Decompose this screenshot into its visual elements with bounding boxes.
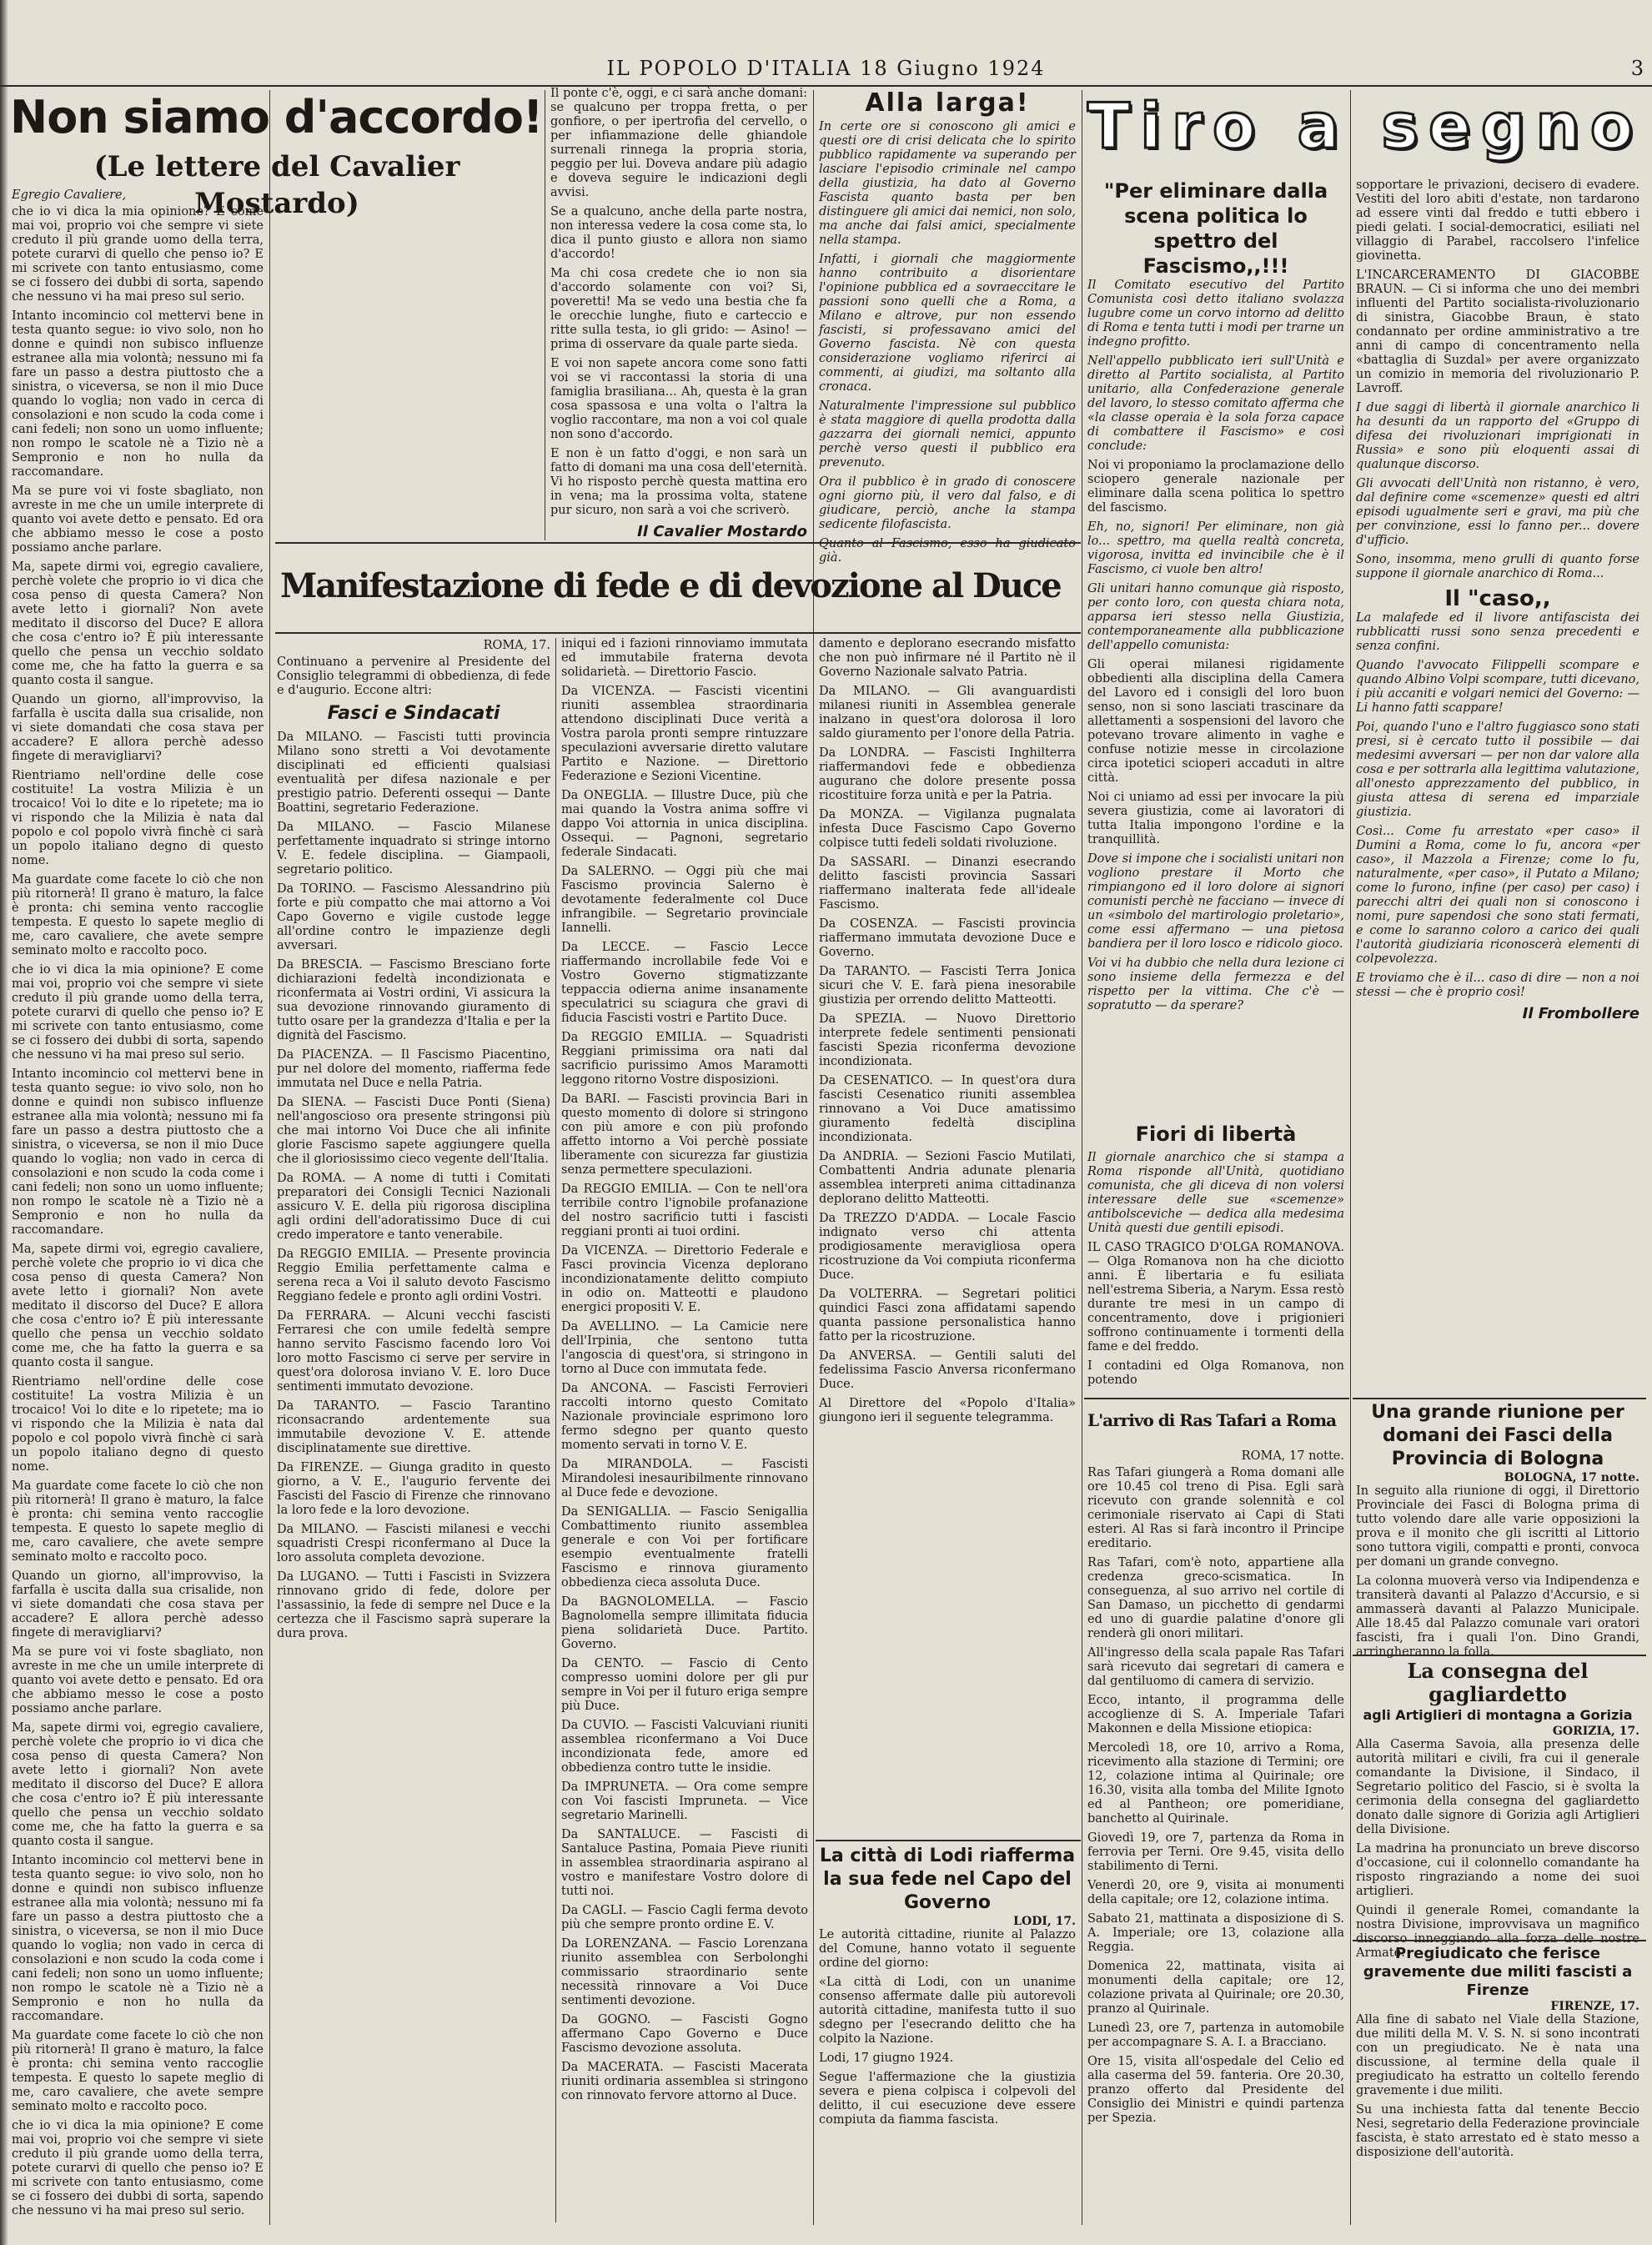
paragraph: La malafede ed il livore antifascista dei rubblicatti russi sono senza precedenti e senza confini. xyxy=(1356,611,1639,653)
paragraph: Gli avvocati dell'Unità non ristanno, è vero, dal definire come «scemenze» questi ed altri episodi ugualmente seri e gravi, ma più che per convinzione, essi lo fanno per... dovere d'ufficio. xyxy=(1356,477,1639,547)
paragraph: IL CASO TRAGICO D'OLGA ROMANOVA. — Olga Romanova non ha che diciotto anni. È libertaria e fu esiliata nell'estrema Siberia, a Narym. Essa restò durante tre mesi in un campo di concentramento, dove i prigionieri soffrono continuamente i tormenti della fame e del freddo. xyxy=(1087,1241,1344,1354)
headline: Una grande riunione per domani dei Fasci della Provincia di Bologna xyxy=(1371,1402,1624,1469)
paragraph: Voi vi ha dubbio che nella dura lezione ci sono insieme della fermezza e del rispetto per la vittima. Che c'è — sopratutto — da sperare? xyxy=(1087,957,1344,1012)
dateline: ROMA, 17. xyxy=(483,639,550,652)
telegram: Da LORENZANA. — Fascio Lorenzana riunito assemblea con Serbolonghi commissario straordinario sente necessità rinnovare a Voi Duce sentimenti devozione. xyxy=(561,1937,808,2007)
paragraph: Ma, sapete dirmi voi, egregio cavaliere, perchè volete che proprio io vi dica che cosa penso di questa Camera? Non avete letto i giornali? Non avete meditato il discorso del Duce? E allora che cosa c'entro io? È più interessante quello che pensa un vecchio soldato come me, che ha fatto la guerra e sa quanto costa il sangue. xyxy=(12,1721,264,1848)
subheadline: agli Artiglieri di montagna a Gorizia xyxy=(1363,1707,1633,1723)
left-article-header xyxy=(10,87,544,220)
paragraph: I due saggi di libertà il giornale anarchico li ha desunti da un rapporto del «Gruppo di difesa dei rivoluzionari imprigionati in Russia» e sono più eloquenti assai di qualunque discorso. xyxy=(1356,401,1639,471)
divider xyxy=(816,1840,1081,1841)
paragraph: Rientriamo nell'ordine delle cose costituite! La vostra Milizia è un trocaico! Voi lo dite e lo ripetete; ma io vi rispondo che la Milizia è nata dal popolo e col popolo vivrà finchè ci sarà un popolo italiano degno di questo nome. xyxy=(12,1375,264,1474)
telegram: Da MACERATA. — Fascisti Macerata riuniti ordinaria assemblea si stringono con rinnovato fervore attorno al Duce. xyxy=(561,2061,808,2102)
ras-tafari-body xyxy=(1087,1448,1344,2223)
scan-left-edge xyxy=(0,0,8,2245)
headline: Manifestazione di fede e di devozione al Duce xyxy=(280,566,1061,605)
paragraph: Sono, insomma, meno grulli di quanto forse suppone il giornale anarchico di Roma... xyxy=(1356,553,1639,580)
telegram: Da BRESCIA. — Fascismo Bresciano forte dichiarazioni fedeltà incondizionata e riconfermata ai Vostri ordini, Vi assicura la sua devozione rinnovando giuramento di tutto osare per la grandezza d'Italia e per la dignità del Fascismo. xyxy=(277,958,550,1042)
paragraph: Continuano a pervenire al Presidente del Consiglio telegrammi di obbedienza, di fede e d'augurio. Eccone altri: xyxy=(277,655,550,697)
telegram: Da SASSARI. — Dinanzi esecrando delitto fascisti provincia Sassari riaffermano inalterata fede all'ideale Fascismo. xyxy=(819,856,1076,912)
paragraph: Domenica 22, mattinata, visita ai monumenti della capitale; ore 12, colazione privata al Quirinale; ore 20.30, pranzo al Quirinale. xyxy=(1087,1960,1344,2016)
paragraph: Intanto incomincio col mettervi bene in testa quanto segue: io vivo solo, non ho donne e quindi non subisco influenze estranee alla mia volontà; nessuno mi fa fare un passo a destra piuttosto che a sinistra, o viceversa, se non il mio Duce quando lo voglia; non vado in cerca di consolazioni e non scudo la coda come i cani fedeli; non sono un uomo influente; non rompo le scatole nè a Tizio nè a Sempronio e non ho nulla da raccomandare. xyxy=(12,1067,264,1237)
paragraph: Ma se pure voi vi foste sbagliato, non avreste in me che un umile interprete di quanto voi avete detto e pensato. Ed ora che abbiamo messo le cose a posto possiamo anche parlare. xyxy=(12,485,264,555)
paragraph: E troviamo che è il... caso di dire — non a noi stessi — che è proprio così! xyxy=(1356,972,1639,999)
paragraph: Ma, sapete dirmi voi, egregio cavaliere, perchè volete che proprio io vi dica che cosa penso di questa Camera? Non avete letto i giornali? Non avete meditato il discorso del Duce? E allora che cosa c'entro io? È più interessante quello che pensa un vecchio soldato come me, che ha fatto la guerra e sa quanto costa il sangue. xyxy=(12,560,264,687)
paragraph: All'ingresso della scala papale Ras Tafari sarà ricevuto dai segretari di camera e dal gentiluomo di camera di servizio. xyxy=(1087,1646,1344,1688)
gagliardetto-article xyxy=(1356,1659,1639,1960)
telegram: Da ROMA. — A nome di tutti i Comitati preparatori dei Consigli Tecnici Nazionali assicuro V. E. della più rigorosa disciplina agli ordini dell'adoratissimo Duce di cui credo imperatore e tanto venerabile. xyxy=(277,1172,550,1242)
paragraph: Nell'appello pubblicato ieri sull'Unità e diretto al Partito socialista, al Partito unitario, alla Confederazione generale del lavoro, lo stesso comitato afferma che «la classe operaia è la sola forza capace di combattere il Fascismo» e così conclude: xyxy=(1087,354,1344,453)
paragraph: Ma se pure voi vi foste sbagliato, non avreste in me che un umile interprete di quanto voi avete detto e pensato. Ed ora che abbiamo messo le cose a posto possiamo anche parlare. xyxy=(12,1645,264,1715)
subheadline: "Per eliminare dalla scena politica lo spettro del Fascismo,,!!! xyxy=(1103,179,1328,278)
paragraph: Ma chi cosa credete che io non sia d'accordo solamente con voi? Si, poveretti! Ma se vedo una bestia che fa le orecchie lunghe, fiuto e carteccio e ritte sulla testa, io gli grido: — Asino! — prima di osservare da quale parte sieda. xyxy=(550,267,807,351)
paragraph: Eh, no, signori! Per eliminare, non già lo... spettro, ma quella realtà concreta, vigorosa, invitta ed invincibile che è il Fascismo, ci vuole ben altro! xyxy=(1087,520,1344,576)
manifestazione-header xyxy=(280,550,1077,630)
paragraph: Giovedì 19, ore 7, partenza da Roma in ferrovia per Terni. Ore 9.45, visita dello stabilimento di Terni. xyxy=(1087,1831,1344,1873)
dateline: FIRENZE, 17. xyxy=(1550,2000,1639,2013)
paragraph: Ecco, intanto, il programma delle accoglienze di S. A. Imperiale Tafari Makonnen e della Missione etiopica: xyxy=(1087,1694,1344,1735)
paragraph: Poi, quando l'uno e l'altro fuggiasco sono stati presi, si è cercato tutto il possibile — dai medesimi avversari — per non dar valore alla cosa e per sottrarla alla legittima valutazione, all'onesto apprezzamento del pubblico, in giusta attesa di serena ed imparziale giustizia. xyxy=(1356,721,1639,819)
ras-tafari-header xyxy=(1087,1401,1348,1448)
telegram: Da SALERNO. — Oggi più che mai Fascismo provincia Salerno è devotamente federalmente col Duce infrangibile. — Segretario provinciale Iannelli. xyxy=(561,865,808,935)
headline: Pregiudicato che ferisce gravemente due militi fascisti a Firenze xyxy=(1363,1945,1633,1999)
paragraph: Intanto incomincio col mettervi bene in testa quanto segue: io vivo solo, non ho donne e quindi non subisco influenze estranee alla mia volontà; nessuno mi fa fare un passo a destra piuttosto che a sinistra, o viceversa, se non il mio Duce quando lo voglia; non vado in cerca di consolazioni e non scudo la coda come i cani fedeli; non sono un uomo influente; non rompo le scatole nè a Tizio nè a Sempronio e non ho nulla da raccomandare. xyxy=(12,309,264,479)
telegram: Da CUVIO. — Fascisti Valcuviani riuniti assemblea riconfermano a Voi Duce incondizionata fede, amore ed obbedienza contro tutte le insidie. xyxy=(561,1719,808,1775)
paragraph: Mercoledì 18, ore 10, arrivo a Roma, ricevimento alla stazione di Termini; ore 12, colazione intima al Quirinale; ore 16.30, visita alla tomba del Milite Ignoto ed al Pantheon; ore pomeridiane, banchetto al Quirinale. xyxy=(1087,1741,1344,1826)
paragraph: Se a qualcuno, anche della parte nostra, non interessa vedere la cosa come sta, lo dica il punto giusto e allora non siamo d'accordo! xyxy=(550,205,807,261)
paragraph: Quindi il generale Romei, comandante la nostra Divisione, improvvisava un magnifico discorso inneggiando alla forza delle nostre Armate. xyxy=(1356,1904,1639,1960)
paragraph: Dove si impone che i socialisti unitari non vogliono prestare il Morto che rimpiangono ed il loro dolore ai signori comunisti perchè ne facciano — invece di un «simbolo del martirologio proletario», come essi affermano — una pietosa bandiera per il loro losco e ridicolo gioco. xyxy=(1087,852,1344,951)
center-top-article xyxy=(550,87,807,540)
signature: Il Frombollere xyxy=(1522,1005,1639,1022)
paragraph: Quando un giorno, all'improvviso, la farfalla è uscita dalla sua crisalide, non vi siete domandati che cosa stava per accadere? E allora perchè adesso fingete di meravigliarvi? xyxy=(12,1569,264,1640)
telegram: Da IMPRUNETA. — Ora come sempre con Voi fascisti Impruneta. — Vice segretario Marinelli. xyxy=(561,1780,808,1822)
alla-larga-article xyxy=(819,87,1076,565)
telegram: Da FIRENZE. — Giunga gradito in questo giorno, a V. E., l'augurio fervente dei Fascisti del Fascio di Firenze che rinnovano la loro fede e la loro devozione. xyxy=(277,1461,550,1517)
telegram: Da CAGLI. — Fascio Cagli ferma devoto più che sempre pronto ordine E. V. xyxy=(561,1904,808,1931)
telegram: Da ANDRIA. — Sezioni Fascio Mutilati, Combattenti Andria adunate plenaria assemblea interpreti anima cittadinanza deplorano delitto Matteotti. xyxy=(819,1150,1076,1206)
divider xyxy=(1084,1398,1349,1399)
paragraph: Quando un giorno, all'improvviso, la farfalla è uscita dalla sua crisalide, non vi siete domandati che cosa stava per accadere? E allora perchè adesso fingete di meravigliarvi? xyxy=(12,693,264,763)
paragraph: Lunedì 23, ore 7, partenza in automobile per accompagnare S. A. I. a Bracciano. xyxy=(1087,2022,1344,2049)
telegram: Da SANTALUCE. — Fascisti di Santaluce Pastina, Pomaia Pieve riuniti in assemblea straordinaria aspirano al vostro e manifestare Vostro dolore di tutti noi. xyxy=(561,1828,808,1898)
salutation: Egregio Cavaliere, xyxy=(12,188,127,202)
paragraph: Venerdì 20, ore 9, visita ai monumenti della capitale; ore 12, colazione intima. xyxy=(1087,1879,1344,1906)
telegram: iniqui ed i fazioni rinnoviamo immutata ed immutabile fraterna devota solidarietà. — Direttorio Fascio. xyxy=(561,637,808,679)
headline: Tiro a segno xyxy=(1087,89,1644,163)
column-rule xyxy=(813,90,814,2225)
telegram: Da LONDRA. — Fascisti Inghilterra riaffermandovi fede e obbedienza augurano che dolore presente possa ricostituire forza unità e per la Patria. xyxy=(819,746,1076,802)
headline: L'arrivo di Ras Tafari a Roma xyxy=(1087,1410,1337,1430)
headline: La città di Lodi riafferma la sua fede nel Capo del Governo xyxy=(819,1846,1076,1913)
divider xyxy=(1353,1655,1646,1656)
column-rule xyxy=(269,90,270,2225)
telegram: Da COSENZA. — Fascisti provincia riaffermano immutata devozione Duce e Governo. xyxy=(819,917,1076,959)
telegram: Da LUGANO. — Tutti i Fascisti in Svizzera rinnovano grido di fede, dolore per l'assassinio, la fede di sempre nel Duce e la certezza che il Fascismo saprà superare la dura prova. xyxy=(277,1570,550,1640)
paragraph: Infatti, i giornali che maggiormente hanno contribuito a disorientare l'opinione pubblica ed a sovraeccitare le passioni sono quelli che a Roma, a Milano e altrove, pur non essendo fascisti, si professavano amici del Governo fascista. Nè con questa considerazione vogliamo riferirci ai commenti, ai giudizi, ma soltanto alla cronaca. xyxy=(819,253,1076,394)
dateline: ROMA, 17 notte. xyxy=(1241,1449,1344,1463)
telegram: Da LECCE. — Fascio Lecce riaffermando incrollabile fede Voi e Vostro Governo stigmatizzante teppaccia odierna anime insanamente speculatrici su sciagura che gravi di fiducia Fascisti vostri e Partito Duce. xyxy=(561,941,808,1025)
paragraph: che io vi dica la mia opinione? E come mai voi, proprio voi che sempre vi siete creduto il più grande uomo della terra, potete curarvi di quello che penso io? E mi scrivete con tanto entusiasmo, come se ci fossero dei dubbi di sorta, sapendo che nessuno vi ha mai preso sul serio. xyxy=(12,205,264,304)
telegram: Da BAGNOLOMELLA. — Fascio Bagnolomella sempre illimitata fiducia piena solidarietà Duce. Partito. Governo. xyxy=(561,1595,808,1651)
dateline: LODI, 17. xyxy=(1013,1915,1076,1928)
paragraph: Quanto al Fascismo, esso ha giudicato già. xyxy=(819,537,1076,565)
paragraph: Le autorità cittadine, riunite al Palazzo del Comune, hanno votato il seguente ordine del giorno: xyxy=(819,1928,1076,1970)
telegram: Da MILANO. — Fascio Milanese perfettamente inquadrato si stringe intorno V. E. fedele disciplina. — Giampaoli, segretario politico. xyxy=(277,821,550,876)
paragraph: Così... Come fu arrestato «per caso» il Dumini a Roma, come lo fu, ancora «per caso», il Mazzola a Firenze; come lo fu, naturalmente, «per caso», il Putato a Milano; come lo furono, infine (per caso) per caso) i parecchi altri dei quali non si conoscono i nomi, pure sapendosi che sono stati fermati, e come lo saranno coloro a carico dei quali l'autorità giudiziaria riconoscerà elementi di colpevolezza. xyxy=(1356,825,1639,966)
telegram: Da SPEZIA. — Nuovo Direttorio interprete fedele sentimenti pensionati fascisti Spezia riconferma devozione incondizionata. xyxy=(819,1012,1076,1068)
manifestazione-col1 xyxy=(277,637,550,2222)
telegram: Da MIRANDOLA. — Fascisti Mirandolesi inesauribilmente rinnovano al Duce fede e devozione. xyxy=(561,1458,808,1499)
dateline: GORIZIA, 17. xyxy=(1552,1725,1639,1738)
telegram: Da TORINO. — Fascismo Alessandrino più forte e più compatto che mai attorno a Voi Capo Governo e vigile custode legge all'ordine contro le impazienze degli avversari. xyxy=(277,882,550,952)
telegram: Da TARANTO. — Fascio Tarantino riconsacrando ardentemente sua immutabile devozione V. E. attende disciplinatamente sue direttive. xyxy=(277,1399,550,1455)
tiro-a-segno-body xyxy=(1087,178,1344,1112)
telegram: Da VICENZA. — Direttorio Federale e Fasci provincia Vicenza deplorano incondizionatamente delitto compiuto in odio on. Matteotti e plaudono energici propositi V. E. xyxy=(561,1244,808,1314)
paragraph: Il ponte c'è, oggi, e ci sarà anche domani: se qualcuno per troppa fretta, o per gonfiore, o per ipertrofia del cervello, o per infiammazione delle ghiandole surrenali rinnega la propria storia, peggio per lui. Doveva andare più adagio e doveva seguire le indicazioni degli avvisi. xyxy=(550,87,807,199)
telegram: Da MILANO. — Fascisti tutti provincia Milano sono stretti a Voi devotamente disciplinati ed efficienti qualsiasi eventualità per difesa nazionale e per prestigio patrio. Deferenti ossequi — Dante Boattini, segretario Federazione. xyxy=(277,731,550,815)
paragraph: «La città di Lodi, con un unanime consenso affermate dalle più autorevoli autorità cittadine, manifesta tutto il suo sdegno per l'esecrando delitto che ha colpito la Nazione. xyxy=(819,1976,1076,2046)
paragraph: Gli unitari hanno comunque già risposto, per conto loro, con questa chiara nota, apparsa ieri stesso nella Giustizia, contemporaneamente alla pubblicazione dell'appello comunista: xyxy=(1087,582,1344,652)
headline: Non siamo d'accordo! xyxy=(10,91,543,143)
paragraph: sopportare le privazioni, decisero di evadere. Vestiti del loro abiti d'estate, non tardarono ad essere vinti dal freddo e tutti ebbero i piedi gelati. I social-democratici, esiliati nel villaggio di Parabel, raccolsero l'infelice giovinetta. xyxy=(1356,178,1639,263)
telegram: Da ANCONA. — Fascisti Ferrovieri raccolti intorno questo Comitato Nazionale provinciale esprimono loro fermo sdegno per quanto questo momento servati in torno V. E. xyxy=(561,1382,808,1452)
telegram: Da VICENZA. — Fascisti vicentini riuniti assemblea straordinaria attendono disciplinati Duce verità a Vostra parola pronti sempre rintuzzare speculazioni avversarie diretto valutare Partito e Nazione. — Direttorio Federazione e Sezioni Vicentine. xyxy=(561,685,808,783)
telegram: Da FERRARA. — Alcuni vecchi fascisti Ferraresi che con umile fedeltà sempre hanno servito Fascismo facendo loro Voi loro motto Fascismo ci serve per servire in quest'ora dolorosa inviano V. E. loro Duce sentimenti immutato devozione. xyxy=(277,1309,550,1394)
paragraph: Ras Tafari, com'è noto, appartiene alla credenza greco-scismatica. In conseguenza, al suo arrivo nel cortile di San Damaso, un picchetto di gendarmi ed uno di guardie palatine d'onore gli renderà gli onori militari. xyxy=(1087,1556,1344,1640)
masthead-title: IL POPOLO D'ITALIA 18 Giugno 1924 xyxy=(606,57,1046,80)
telegram: Da CENTO. — Fascio di Cento compresso uomini dolore per gli pur sempre in Voi per il futuro eriga sempre più Duce. xyxy=(561,1657,808,1713)
paragraph: E non è un fatto d'oggi, e non sarà un fatto di domani ma una cosa dell'eternità. Vi ho risposto perchè questa mattina ero in vena; ma la prossima volta, statene pur sicuro, non sarà a voi che scriverò. xyxy=(550,447,807,517)
divider xyxy=(1353,1398,1646,1399)
paragraph: Ma guardate come facete lo ciò che non più ritornerà! Il grano è maturo, la falce è pronta: chi semina vento raccoglie tempesta. E questo lo sapete meglio di me, caro cavaliere, che avete sempre seminato molto e raccolto poco. xyxy=(12,2029,264,2113)
telegram: Da REGGIO EMILIA. — Con te nell'ora terribile contro l'ignobile profanazione del nostro sacrificio tutti i fascisti reggiani pronti ai tuoi ordini. xyxy=(561,1183,808,1238)
telegram: damento e deplorano esecrando misfatto che non può infirmare né il Partito nè il Governo Nazionale salvato Patria. xyxy=(819,637,1076,679)
paragraph: I contadini ed Olga Romanova, non potendo xyxy=(1087,1359,1344,1387)
divider xyxy=(275,632,1081,634)
telegram: Da CESENATICO. — In quest'ora dura fascisti Cesenatico riuniti assemblea rinnovano a Voi Duce amatissimo giuramento fedeltà disciplina incondizionata. xyxy=(819,1074,1076,1144)
paragraph: Il giornale anarchico che si stampa a Roma risponde all'Unità, quotidiano comunista, che gli diceva di non volersi interessare delle sue «scemenze» antibolsceviche — dedica alla medesima Unità questi due gentili episodi. xyxy=(1087,1151,1344,1235)
caso-headline: Il "caso,, xyxy=(1444,586,1551,611)
paragraph: Naturalmente l'impressione sul pubblico è stata maggiore di quella prodotta dalla gazzarra dei giornali nemici, appunto perchè verso questi il pubblico era prevenuto. xyxy=(819,399,1076,470)
divider xyxy=(275,542,1081,544)
left-article-body xyxy=(12,183,264,2218)
telegram: Da SIENA. — Fascisti Duce Ponti (Siena) nell'angoscioso ora presente stringonsi più che mai intorno Voi Duce che ali infinite glorie Fascismo sapete aggiungere quella che il gloriosissimo cieco vegente dell'Italia. xyxy=(277,1096,550,1166)
paragraph: L'INCARCERAMENTO DI GIACOBBE BRAUN. — Ci si informa che uno dei membri influenti del Partito socialista-rivoluzionario di sinistra, Giacobbe Braun, è stato condannato per ordine amministrativo a tre anni di campo di concentramento nella «battaglia di Suzdal» per avere organizzato un comizio in memoria del rivoluzionario P. Lavroff. xyxy=(1356,269,1639,395)
paragraph: Ore 15, visita all'ospedale del Celio ed alla caserma del 59. fanteria. Ore 20.30, pranzo offerto dal Presidente del Consiglio dei Ministri e quindi partenza per Spezia. xyxy=(1087,2055,1344,2125)
paragraph: In seguito alla riunione di oggi, il Direttorio Provinciale dei Fasci di Bologna prima di tutto volendo dare alle varie opposizioni la prova e il monito che gli iscritti al Littorio sono tuttora vigili, compatti e pronti, convoca per domani un grande convegno. xyxy=(1356,1484,1639,1569)
telegram: Da REGGIO EMILIA. — Squadristi Reggiani primissima ora nati dal sacrificio purissimo Amos Maramotti leggono ritorno Vostre disposizioni. xyxy=(561,1031,808,1087)
paragraph: In certe ore si conoscono gli amici e questi ore di crisi delicata che lo spirito pubblico rapidamente va superando per lasciare l'episodio criminale nel campo della giustizia, ha dato al Governo Fascista quanto basta per ben distinguere gli amici dai nemici, non solo, ma anche dai falsi amici, specialmente nella stampa. xyxy=(819,120,1076,247)
telegram: Da MILANO. — Fascisti milanesi e vecchi squadristi Crespi riconfermano al Duce la loro assoluta completa devozione. xyxy=(277,1523,550,1564)
paragraph: E voi non sapete ancora come sono fatti voi se vi raccontassi la storia di una famiglia brasiliana... Ah, questa è la gran cosa spassosa e una volta o l'altra la voglio raccontare, ma non a voi col quale non sono d'accordo. xyxy=(550,357,807,441)
section-headline: Fasci e Sindacati xyxy=(327,703,500,724)
paragraph: Sabato 21, mattinata a disposizione di S. A. Imperiale; ore 13, colazione alla Reggia. xyxy=(1087,1912,1344,1954)
paragraph: La madrina ha pronunciato un breve discorso d'occasione, cui il colonnello comandante ha risposto ringraziando a nome dei suoi artiglieri. xyxy=(1356,1842,1639,1898)
paragraph: che io vi dica la mia opinione? E come mai voi, proprio voi che sempre vi siete creduto il più grande uomo della terra, potete curarvi di quello che penso io? E mi scrivete con tanto entusiasmo, come se ci fossero dei dubbi di sorta, sapendo che nessuno vi ha mai preso sul serio. xyxy=(12,2119,264,2217)
paragraph: Alla Caserma Savoia, alla presenza delle autorità militari e civili, fra cui il generale comandante la Divisione, il Sindaco, il Segretario politico del Fascio, si è svolta la cerimonia della consegna del gagliardetto donato dalle signore di Gorizia agli Artiglieri della Divisione. xyxy=(1356,1738,1639,1836)
headline: La consegna del gagliardetto xyxy=(1407,1659,1589,1706)
tiro-a-segno-header xyxy=(1087,80,1646,178)
paragraph: Alla fine di sabato nel Viale della Stazione, due militi della M. V. S. N. si sono incontrati con un pregiudicato. Ne è nata una discussione, al termine della quale il pregiudicato ha estratto un coltello ferendo gravemente i due militi. xyxy=(1356,2013,1639,2097)
column-rule xyxy=(555,638,556,2222)
telegram: Da TARANTO. — Fascisti Terra Jonica sicuri che V. E. farà piena inesorabile giustizia per orrendo delitto Matteotti. xyxy=(819,965,1076,1007)
telegram: Da VOLTERRA. — Segretari politici quindici Fasci zona affidatami sapendo quanta passione personalistica hanno fatto per la ricostruzione. xyxy=(819,1288,1076,1343)
paragraph: Il Comitato esecutivo del Partito Comunista così detto italiano svolazza lugubre come un corvo intorno ad delitto di Roma e tenta tutti i modi per trarne un indegno profitto. xyxy=(1087,279,1344,349)
telegram: Da MONZA. — Vigilanza pugnalata infesta Duce Fascismo Capo Governo colpisce tutti fedeli soldati rivoluzione. xyxy=(819,808,1076,850)
telegram: Da BARI. — Fascisti provincia Bari in questo momento di dolore si stringono con più amore e con più profondo affetto intorno a Voi perchè possiate liberamente con sicurezza far giustizia senza permettere speculazioni. xyxy=(561,1092,808,1177)
divider xyxy=(1353,1940,1646,1941)
paragraph: Noi vi proponiamo la proclamazione dello sciopero generale nazionale per eliminare dalla scena politica lo spettro del fascismo. xyxy=(1087,459,1344,515)
telegram: Da REGGIO EMILIA. — Presente provincia Reggio Emilia perfettamente calma e serena reca a Voi il saluto devoto Fascismo Reggiano fedele e pronto agli ordini Vostri. xyxy=(277,1248,550,1303)
headline: Alla larga! xyxy=(865,88,1030,118)
manifestazione-col2 xyxy=(561,637,808,2222)
paragraph: Ras Tafari giungerà a Roma domani alle ore 10.45 col treno di Pisa. Egli sarà ricevuto con grande solennità e col cerimoniale riservato ai Capi di Stati esteri. Al Ras si farà incontro il Principe ereditario. xyxy=(1087,1466,1344,1550)
telegram: Da MILANO. — Gli avanguardisti milanesi riuniti in Assemblea generale inalzano in quest'ora dolorosa il loro saldo giuramento per l'onore della Patria. xyxy=(819,685,1076,741)
signature: Il Cavalier Mostardo xyxy=(637,523,807,540)
paragraph: Ma guardate come facete lo ciò che non più ritornerà! Il grano è maturo, la falce è pronta: chi semina vento raccoglie tempesta. E questo lo sapete meglio di me, caro cavaliere, che avete sempre seminato molto e raccolto poco. xyxy=(12,1479,264,1564)
firenze-article xyxy=(1356,1945,1639,2220)
paragraph: Ma guardate come facete lo ciò che non più ritornerà! Il grano è maturo, la falce è pronta: chi semina vento raccoglie tempesta. E questo lo sapete meglio di me, caro cavaliere, che avete sempre seminato molto e raccolto poco. xyxy=(12,873,264,957)
telegram: Da ONEGLIA. — Illustre Duce, più che mai quando la Vostra anima soffre vi dappo Voi attornia in unica disciplina. Ossequi. — Pagnoni, segretario federale Sindacati. xyxy=(561,789,808,859)
fiori-article xyxy=(1087,1117,1344,1393)
telegram: Al Direttore del «Popolo d'Italia» giungono ieri il seguente telegramma. xyxy=(819,1397,1076,1424)
paragraph: Gli operai milanesi rigidamente obbedienti alla disciplina della Camera del Lavoro ed i consigli del loro buon senso, non si sono lasciati trascinare da allettamenti a sospensioni del lavoro che potevano trovare alimento in vaghe e confuse notizie messe in circolazione circa ipotetici scioperi accaduti in altre città. xyxy=(1087,658,1344,785)
paragraph: Rientriamo nell'ordine delle cose costituite! La vostra Milizia è un trocaico! Voi lo dite e lo ripetete; ma io vi rispondo che la Milizia è nata dal popolo e col popolo vivrà finchè ci sarà un popolo italiano degno di questo nome. xyxy=(12,769,264,867)
right-column-article xyxy=(1356,178,1639,1388)
column-rule xyxy=(1350,90,1351,2225)
telegram: Da AVELLINO. — La Camicie nere dell'Irpinia, che sentono tutta l'angoscia di quest'ora, si stringono in torno al Duce con immutata fede. xyxy=(561,1320,808,1376)
paragraph: Intanto incomincio col mettervi bene in testa quanto segue: io vivo solo, non ho donne e quindi non subisco influenze estranee alla mia volontà; nessuno mi fa fare un passo a destra piuttosto che a sinistra, o viceversa, se non il mio Duce quando lo voglia; non vado in cerca di consolazioni e non scudo la coda come i cani fedeli; non sono un uomo influente; non rompo le scatole nè a Tizio nè a Sempronio e non ho nulla da raccomandare. xyxy=(12,1854,264,2023)
telegram: Da TREZZO D'ADDA. — Locale Fascio indignato verso chi attenta prodigiosamente meravigliosa opera ricostruzione da Voi compiuta riconferma Duce. xyxy=(819,1212,1076,1282)
bologna-article xyxy=(1356,1401,1639,1659)
manifestazione-col3 xyxy=(819,637,1076,1838)
headline: Fiori di libertà xyxy=(1135,1122,1297,1146)
telegram: Da ANVERSA. — Gentili saluti del fedelissima Fascio Anversa riconfermano Duce. xyxy=(819,1349,1076,1391)
paragraph: La colonna muoverà verso via Indipendenza e transiterà davanti al Palazzo d'Accursio, e si ammasserà davanti al Palazzo Municipale. Alle 18.45 dal Palazzo comunale vari oratori fascisti, fra i quali l'on. Dino Grandi, arringheranno la folla. xyxy=(1356,1575,1639,1659)
paragraph: Lodi, 17 giugno 1924. xyxy=(819,2052,954,2065)
paragraph: Ma, sapete dirmi voi, egregio cavaliere, perchè volete che proprio io vi dica che cosa penso di questa Camera? Non avete letto i giornali? Non avete meditato il discorso del Duce? E allora che cosa c'entro io? È più interessante quello che pensa un vecchio soldato come me, che ha fatto la guerra e sa quanto costa il sangue. xyxy=(12,1243,264,1369)
telegram: Da GOGNO. — Fascisti Gogno affermano Capo Governo e Duce Fascismo devozione assoluta. xyxy=(561,2013,808,2055)
subheadline: (Le lettere del Cavalier Mostardo) xyxy=(93,150,460,220)
telegram: Da SENIGALLIA. — Fascio Senigallia Combattimento riunito assemblea generale e con Voi per fortificare esempio eventualmente fratelli Fascismo e rinnova giuramento obbedienza cieca assoluta Duce. xyxy=(561,1505,808,1590)
paragraph: Quando l'avvocato Filippelli scompare e quando Albino Volpi scompare, tutti dicevano, i più accaniti e volgari nemici del Governo: — Li hanno fatti scappare! xyxy=(1356,659,1639,715)
page-number: 3 xyxy=(1630,57,1644,80)
paragraph: Noi ci uniamo ad essi per invocare la più severa giustizia, come ai lavoratori di tutta Italia impongono l'ordine e la tranquillità. xyxy=(1087,791,1344,846)
paragraph: Ora il pubblico è in grado di conoscere ogni giorno più, il vero dal falso, e di giudicare, perciò, anche la stampa sedicente filofascista. xyxy=(819,475,1076,531)
paragraph: Su una inchiesta fatta dal tenente Beccio Nesi, segretario della Federazione provinciale fascista, è stato arrestato ed è stato messo a disposizione dell'autorità. xyxy=(1356,2103,1639,2159)
dateline: BOLOGNA, 17 notte. xyxy=(1504,1471,1639,1484)
paragraph: Segue l'affermazione che la giustizia severa e piena colpisca i colpevoli del delitto, il cui esecuzione deve essere compiuta da fiamma fascista. xyxy=(819,2071,1076,2127)
lodi-article xyxy=(819,1845,1076,2220)
telegram: Da PIACENZA. — Il Fascismo Piacentino, pur nel dolore del momento, riafferma fede immutata nel Duce e nella Patria. xyxy=(277,1048,550,1090)
paragraph: che io vi dica la mia opinione? E come mai voi, proprio voi che sempre vi siete creduto il più grande uomo della terra, potete curarvi di quello che penso io? E mi scrivete con tanto entusiasmo, come se ci fossero dei dubbi di sorta, sapendo che nessuno vi ha mai preso sul serio. xyxy=(12,963,264,1062)
